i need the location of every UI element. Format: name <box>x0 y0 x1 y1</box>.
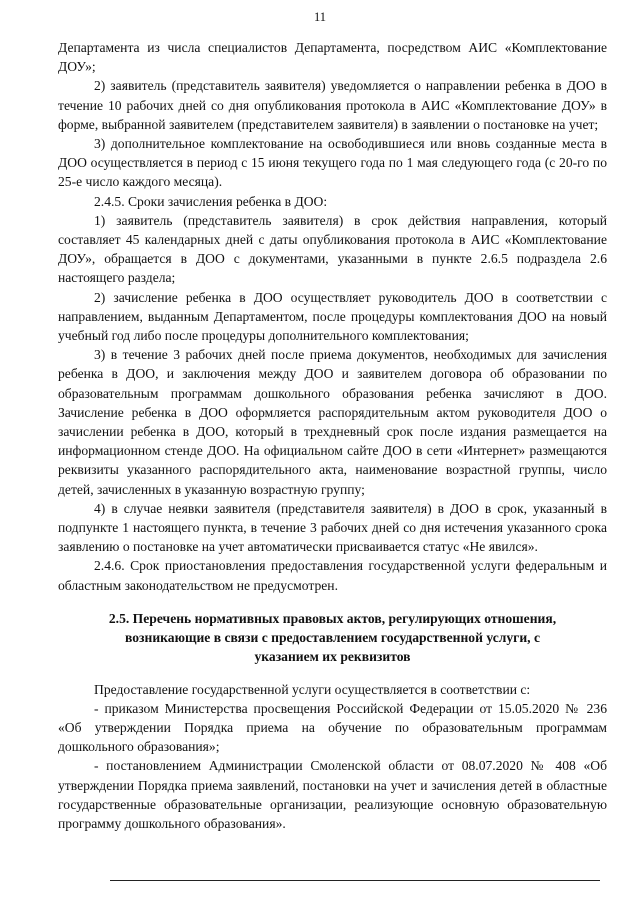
paragraph: 3) дополнительное комплектование на освободившиеся или вновь созданные места в ДОО осуществляется в период с 15 июня текущего года по 1 мая следующего года (с 20-го по 25-е число каждого месяца). <box>58 136 607 190</box>
paragraph: 4) в случае неявки заявителя (представителя заявителя) в ДОО в срок, указанный в подпункте 1 настоящего пункта, в течение 3 рабочих дней со дня истечения указанного срока заявлению о постановке на учет автоматически присваивается статус «Не явился». <box>58 500 607 555</box>
section-2-5-text <box>58 680 607 834</box>
section-2-4-text <box>58 38 607 595</box>
document-body <box>58 38 607 833</box>
paragraph: 2.4.5. Сроки зачисления ребенка в ДОО: <box>94 193 328 209</box>
paragraph: 1) заявитель (представитель заявителя) в срок действия направления, который составляет 45 календарных дней с даты опубликования протокола в АИС «Комплектование ДОУ», обращается в ДОО с документами, указанными в пункте 2.6.5 подраздела 2.6 настоящего раздела; <box>58 212 607 286</box>
footer-divider <box>110 880 600 881</box>
paragraph: 2.4.6. Срок приостановления предоставления государственной услуги федеральным и областным законодательством не предусмотрен. <box>58 558 607 593</box>
paragraph: Департамента из числа специалистов Департамента, посредством АИС «Комплектование ДОУ»; <box>58 40 607 75</box>
paragraph: - приказом Министерства просвещения Российской Федерации от 15.05.2020 № 236 «Об утверждении Порядка приема на обучение по образовательным программам дошкольного образования»; <box>58 700 607 755</box>
paragraph: 2) заявитель (представитель заявителя) уведомляется о направлении ребенка в ДОО в течение 10 рабочих дней со дня опубликования протокола в АИС «Комплектование ДОУ» в форме, выбранной заявителем (представителем заявителя) в заявлении о постановке на учет; <box>58 78 607 132</box>
paragraph: Предоставление государственной услуги осуществляется в соответствии с: <box>94 681 531 697</box>
paragraph: - постановлением Администрации Смоленской области от 08.07.2020 № 408 «Об утверждении Порядка приема заявлений, постановки на учет и зачисления детей в областные государственные образовательные организации, реализующие основную образовательную программу дошкольного образования». <box>58 758 607 831</box>
section-heading-2-5: 2.5. Перечень нормативных правовых актов, регулирующих отношения, возникающие в связи с предоставлением государственной услуги, с указанием их реквизитов <box>108 610 557 665</box>
paragraph: 3) в течение 3 рабочих дней после приема документов, необходимых для зачисления ребенка в ДОО, и заключения между ДОО и заявителем договора об образовании по образовательным программам дошкольного образования ребенка зачисляют в ДОО. Зачисление ребенка в ДОО оформляется распорядительным актом руководителя ДОО о зачислении ребенка в ДОО, который в трехдневный срок после издания размещается на информационном стенде ДОО. На официальном сайте ДОО в сети «Интернет» размещаются реквизиты указанного распорядительного акта, наименование возрастной группы, число детей, зачисленных в указанную возрастную группу; <box>58 347 607 497</box>
paragraph: 2) зачисление ребенка в ДОО осуществляет руководитель ДОО в соответствии с направлением, выданным Департаментом, после процедуры комплектования ДОО на новый учебный год либо после процедуры дополнительного комплектования; <box>58 289 607 344</box>
page-number: 11 <box>313 10 327 24</box>
